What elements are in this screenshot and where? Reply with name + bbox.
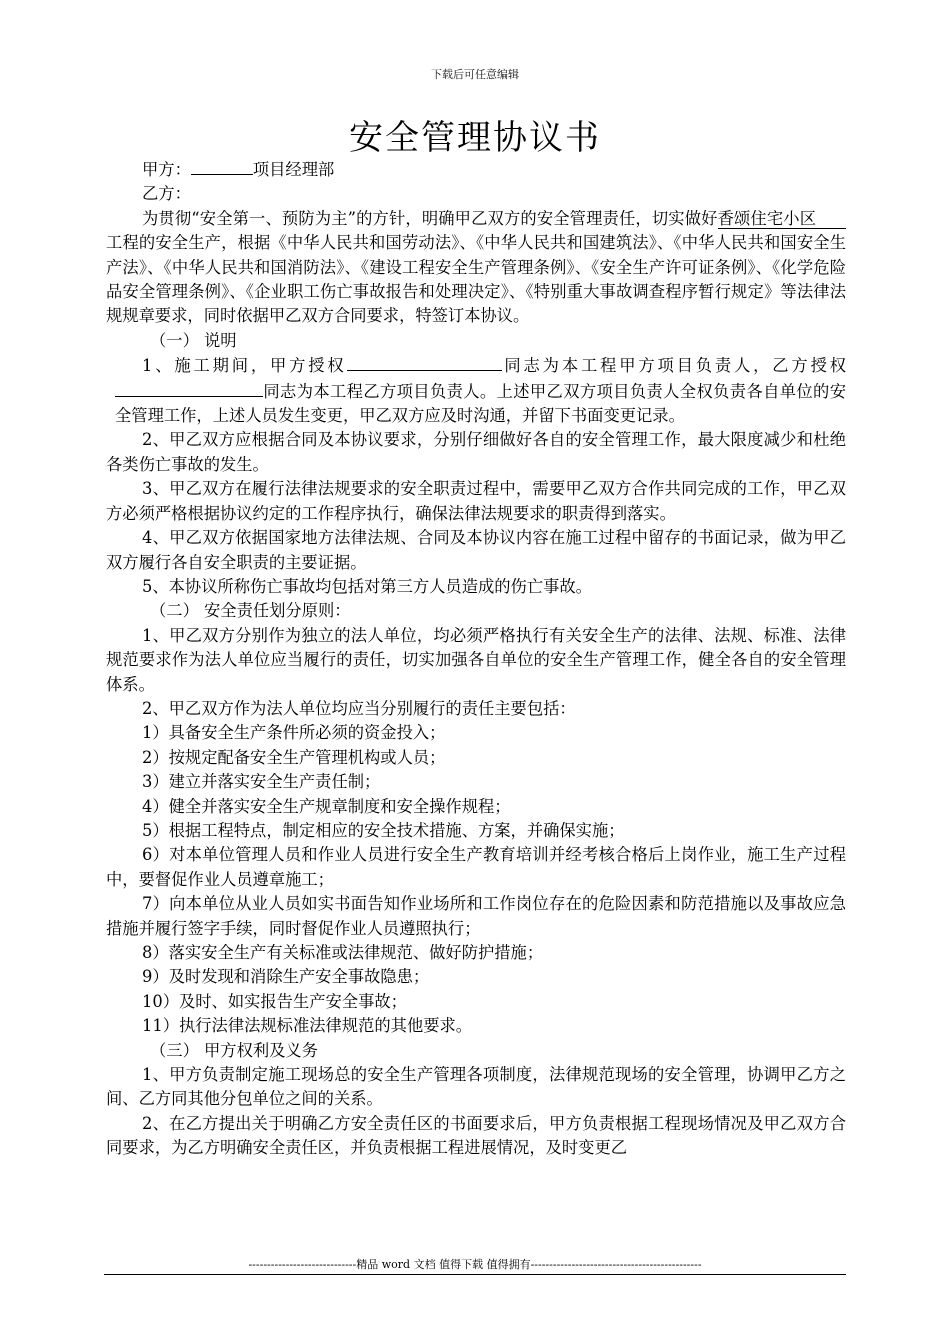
section-2-title: （二） 安全责任划分原则： [150,601,351,621]
s2-paragraph-2: 2、甲乙双方作为法人单位均应当分别履行的责任主要包括： [142,698,576,718]
page-footer: -----------------------------精品 word 文档 值得下载 值得拥有---------------------------------------------- [248,1258,702,1271]
intro-text-2: 工程的安全生产，根据《中华人民共和国劳动法》、《中华人民共和国建筑法》、《中华人民共和国安全生产法》、《中华人民共和国消防法》、《建设工程安全生产管理条例》、《安全生产许可证条例》、《化学危险品安全管理条例》、《企业职工伤亡事故报告和处理决定》、《特别重大事故调查程序暂行规定》等法律法规规章要求，同时依据甲乙双方合同要求，特签订本协议。 [106,233,846,326]
party-a-suffix: 项目经理部 [252,160,335,179]
footer-divider [104,1274,846,1275]
document-body [106,157,846,1161]
s2-item: 11）执行法律法规标准法律规范的其他要求。 [142,1016,473,1036]
party-b-manager-blank [115,379,263,397]
s2-item: 1）具备安全生产条件所必须的资金投入； [142,723,446,743]
party-a-manager-blank [347,353,502,371]
section-1-title: （一） 说明 [150,330,237,350]
s2-paragraph-1: 1、甲乙双方分别作为独立的法人单位，均必须严格执行有关安全生产的法律、法规、标准、法律规范要求作为法人单位应当履行的责任，切实加强各自单位的安全生产管理工作，健全各自的安全管理体系。 [106,625,846,694]
party-b-label: 乙方： [142,184,191,204]
s1-paragraph-4: 4、甲乙双方依据国家地方法律法规、合同及本协议内容在施工过程中留存的书面记录，做为甲乙双方履行各自安全职责的主要证据。 [106,528,846,572]
s2-item: 8）落实安全生产有关标准或法律规范、做好防护措施； [142,943,544,962]
s3-paragraph-1: 1、甲方负责制定施工现场总的安全生产管理各项制度，法律规范现场的安全管理，协调甲乙方之间、乙方同其他分包单位之间的关系。 [106,1065,846,1109]
section-3-title: （三） 甲方权利及义务 [150,1040,318,1060]
project-name: 香颂住宅小区 [718,209,846,229]
s1-paragraph-3: 3、甲乙双方在履行法律法规要求的安全职责过程中，需要甲乙双方合作共同完成的工作，甲乙双方必须严格根据协议约定的工作程序执行，确保法律法规要求的职责得到落实。 [106,479,846,523]
s2-item: 5）根据工程特点，制定相应的安全技术措施、方案，并确保实施； [142,820,625,840]
s1-p1-text-a: 1、施工期间，甲方授权 [142,356,347,376]
page-header: 下载后可任意编辑 [431,68,519,81]
s2-item: 2）按规定配备安全生产管理机构或人员； [142,747,446,767]
intro-paragraph [106,207,846,329]
s1-paragraph-2: 2、甲乙双方应根据合同及本协议要求，分别仔细做好各自的安全管理工作，最大限度减少和杜绝各类伤亡事故的发生。 [106,430,846,474]
s2-item: 3）建立并落实安全生产责任制； [142,772,381,792]
s3-paragraph-2: 2、在乙方提出关于明确乙方安全责任区的书面要求后，甲方负责根据工程现场情况及甲乙双方合同要求，为乙方明确安全责任区，并负责根据工程进展情况，及时变更乙 [106,1113,846,1158]
s1-paragraph-5: 5、本协议所称伤亡事故均包括对第三方人员造成的伤亡事故。 [142,576,592,596]
s1-p1-text-c: 同志为本工程乙方项目负责人。上述甲乙双方项目负责人全权负责各自单位的安全管理工作，上述人员发生变更，甲乙双方应及时沟通，并留下书面变更记录。 [115,381,846,426]
s2-item: 10）及时、如实报告生产安全事故； [142,991,407,1011]
s2-item: 4）健全并落实安全生产规章制度和安全操作规程； [142,796,511,816]
s1-paragraph-1 [106,353,846,428]
party-a-blank [191,157,253,175]
s1-p1-text-b: 同志为本工程甲方项目负责人，乙方授权 [501,356,846,376]
s2-item: 6）对本单位管理人员和作业人员进行安全生产教育培训并经考核合格后上岗作业，施工生产过程中，要督促作业人员遵章施工； [106,845,846,889]
intro-text-1: 为贯彻“安全第一、预防为主”的方针，明确甲乙双方的安全管理责任，切实做好 [142,208,718,228]
document-title: 安全管理协议书 [349,118,601,158]
s2-item: 7）向本单位从业人员如实书面告知作业场所和工作岗位存在的危险因素和防范措施以及事故应急措施并履行签字手续，同时督促作业人员遵照执行； [106,894,846,938]
party-a-label: 甲方： [142,160,191,179]
s2-item: 9）及时发现和消除生产安全事故隐患； [142,967,430,987]
party-b-line [106,182,846,206]
party-a-line [106,157,846,182]
